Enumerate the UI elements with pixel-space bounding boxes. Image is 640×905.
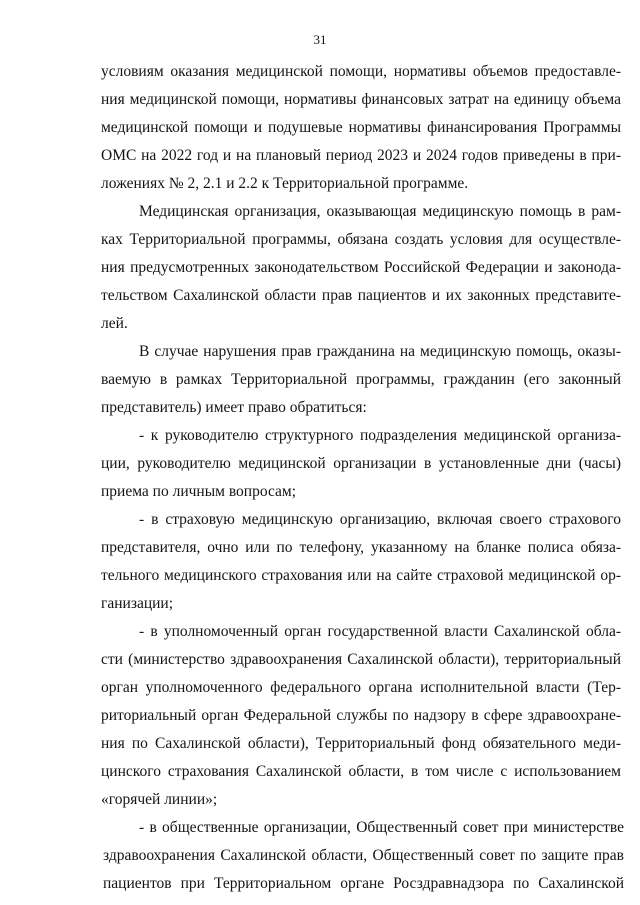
text-line xyxy=(101,370,621,390)
text-line-content: приема по личным вопросам; xyxy=(101,483,297,500)
text-line xyxy=(101,678,621,698)
text-line xyxy=(139,426,621,446)
text-line xyxy=(139,202,621,222)
text-line-content: цинского страхования Сахалинской области, в том числе с использованием xyxy=(101,763,621,780)
text-line xyxy=(101,454,621,474)
text-line-content: медицинской помощи и подушевые нормативы финансирования Программы xyxy=(101,119,621,136)
text-line xyxy=(101,286,621,306)
text-line-content: ганизации; xyxy=(101,595,174,612)
text-line xyxy=(101,762,621,782)
text-line xyxy=(101,538,621,558)
text-line-content: - к руководителю структурного подразделения медицинской организа- xyxy=(139,427,621,444)
text-line xyxy=(103,874,624,894)
text-line-content: - в страховую медицинскую организацию, включая своего страхового xyxy=(139,511,621,528)
text-line-content: Медицинская организация, оказывающая медицинскую помощь в рам- xyxy=(139,203,621,220)
text-line-content: ния предусмотренных законодательством Российской Федерации и законода- xyxy=(101,259,621,276)
text-line-content: представителя, очно или по телефону, указанному на бланке полиса обяза- xyxy=(101,539,621,556)
text-line xyxy=(101,734,621,754)
text-line-content: сти (министерство здравоохранения Сахалинской области), территориальный xyxy=(101,651,621,668)
text-line xyxy=(139,342,621,362)
text-line xyxy=(139,622,621,642)
text-line-content: ках Территориальной программы, обязана создать условия для осуществле- xyxy=(101,231,621,248)
text-line-content: ложениях № 2, 2.1 и 2.2 к Территориальной программе. xyxy=(101,175,469,192)
text-line-content: представитель) имеет право обратиться: xyxy=(101,399,367,416)
text-line xyxy=(101,118,621,138)
text-line xyxy=(101,314,621,334)
text-line-content: ния медицинской помощи, нормативы финансовых затрат на единицу объема xyxy=(101,91,621,108)
text-line xyxy=(101,230,621,250)
text-line xyxy=(139,510,621,530)
text-line xyxy=(101,566,621,586)
text-line-content: - в общественные организации, Общественный совет при министерстве xyxy=(139,819,624,836)
text-line xyxy=(101,706,621,726)
text-line-content: условиям оказания медицинской помощи, нормативы объемов предоставле- xyxy=(101,63,621,80)
text-line-content: лей. xyxy=(101,315,128,332)
text-line-content: ния по Сахалинской области), Территориальный фонд обязательного меди- xyxy=(101,735,621,752)
text-line-content: ваемую в рамках Территориальной программы, гражданин (его законный xyxy=(101,371,621,388)
text-line xyxy=(101,174,621,194)
text-line-content: орган уполномоченного федерального органа исполнительной власти (Тер- xyxy=(101,679,621,696)
text-line xyxy=(101,146,621,166)
text-line xyxy=(101,650,621,670)
text-line xyxy=(101,482,621,502)
text-line xyxy=(101,398,621,418)
text-line xyxy=(101,594,621,614)
text-line-content: здравоохранения Сахалинской области, Общественный совет по защите прав xyxy=(103,847,624,864)
text-line-content: «горячей линии»; xyxy=(101,791,218,808)
text-line-content: ОМС на 2022 год и на плановый период 2023 и 2024 годов приведены в при- xyxy=(101,147,621,164)
text-line-content: пациентов при Территориальном органе Росздравнадзора по Сахалинской xyxy=(103,875,624,892)
text-line-content: риториальный орган Федеральной службы по надзору в сфере здравоохране- xyxy=(101,707,621,724)
text-line xyxy=(103,846,624,866)
text-line-content: ции, руководителю медицинской организации в установленные дни (часы) xyxy=(101,455,621,472)
text-line-content: - в уполномоченный орган государственной власти Сахалинской обла- xyxy=(139,623,621,640)
text-line xyxy=(101,258,621,278)
text-line-content: тельством Сахалинской области прав пациентов и их законных представите- xyxy=(101,287,621,304)
text-line xyxy=(101,62,621,82)
text-line xyxy=(139,818,624,838)
page-number: 31 xyxy=(313,32,327,47)
text-line-content: тельного медицинского страхования или на сайте страховой медицинской ор- xyxy=(101,567,621,584)
text-line-content: В случае нарушения прав гражданина на медицинскую помощь, оказы- xyxy=(139,343,621,360)
text-line xyxy=(101,790,621,810)
text-line xyxy=(101,90,621,110)
